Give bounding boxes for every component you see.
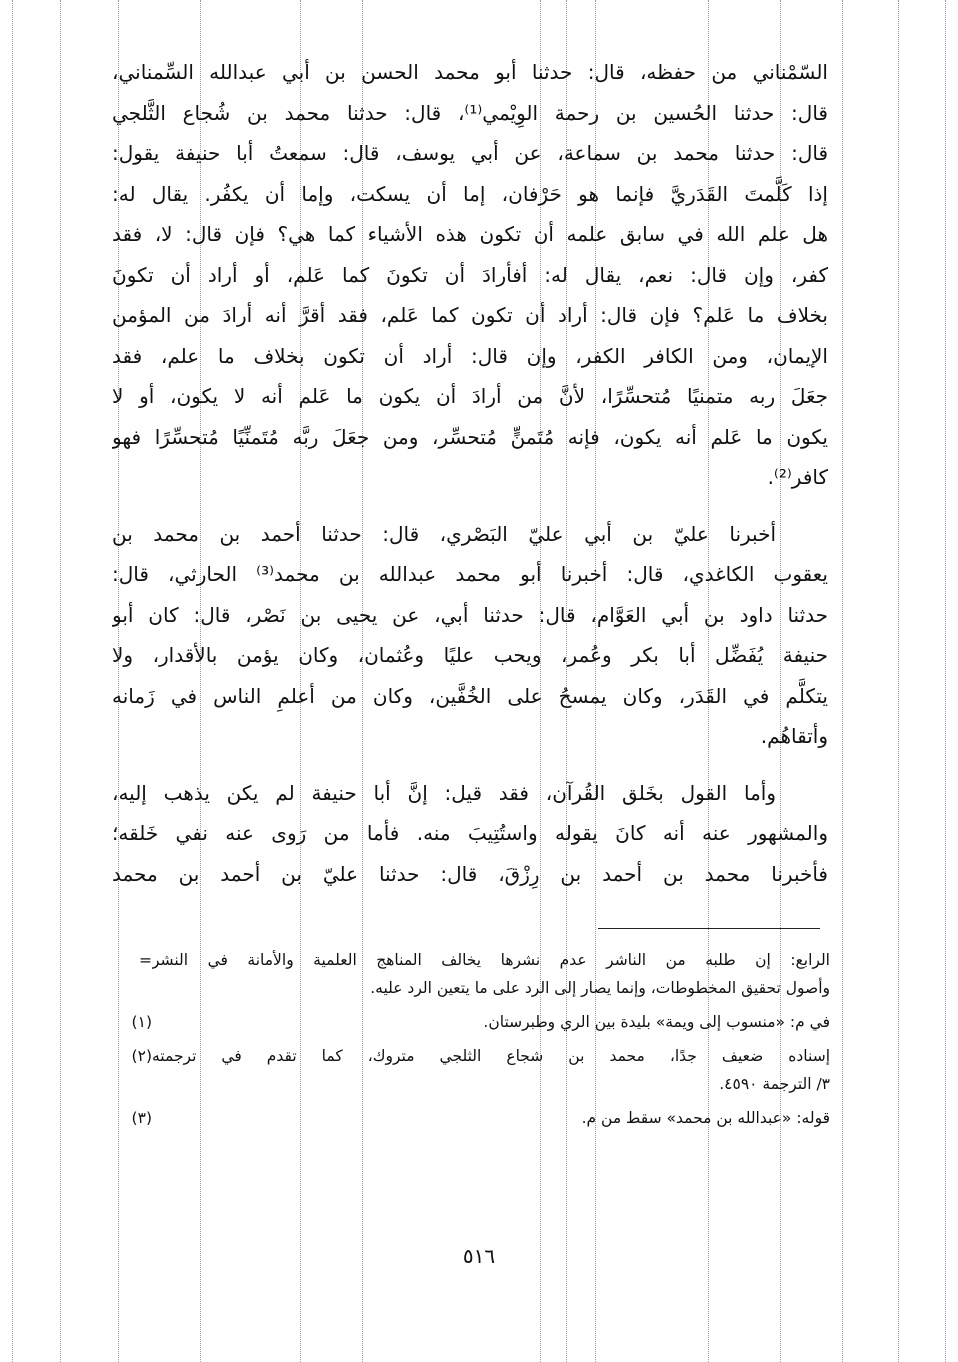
paragraph-spacer <box>112 757 828 773</box>
footnote-body <box>152 1042 830 1098</box>
footnote-number: (٢) <box>131 1047 152 1065</box>
footnote-line: إسناده ضعيف جدًا، محمد بن شجاع الثلجي متروك، كما تقدم في ترجمته <box>152 1047 830 1065</box>
footnote-line: الرابع: إن طلبه من الناشر عدم نشرها يخالف المناهج العلمية والأمانة في النشر <box>152 951 830 969</box>
footnote-2 <box>112 1042 830 1098</box>
text-line: قال: حدثنا الحُسين بن رحمة الوِيْمي⁽¹⁾، قال: حدثنا محمد بن شُجاع الثَّلجي <box>112 100 828 125</box>
footnote-continuation <box>112 946 830 1002</box>
scan-dotted-guide <box>842 0 843 1362</box>
text-line: حنيفة يُفَضِّل أبا بكر وعُمر، ويحب عليًا وعُثمان، وكان يؤمن بالأقدار، ولا <box>112 643 828 667</box>
scan-dotted-guide <box>945 0 946 1362</box>
paragraph-spacer <box>112 498 828 514</box>
scan-dotted-guide <box>60 0 61 1362</box>
page-number: ٥١٦ <box>462 1244 496 1268</box>
text-line: يتكلَّم في القَدَر، وكان يمسحُ على الخُفَّين، وكان من أعلمِ الناس في زَمانه <box>112 683 828 708</box>
text-line: أخبرنا عليّ بن أبي عليّ البَصْري، قال: حدثنا أحمد بن محمد بن <box>112 521 776 546</box>
text-line: حدثنا داود بن أبي العَوَّام، قال: حدثنا أبي، عن يحيى بن نَصْر، قال: كان أبو <box>112 602 828 627</box>
text-line: وأما القول بخَلق القُرآن، فقد قيل: إنَّ أبا حنيفة لم يكن يذهب إليه، <box>112 780 776 805</box>
text-line: السّمْناني من حفظه، قال: حدثنا أبو محمد الحسن بن أبي عبدالله السِّمناني، <box>112 60 828 84</box>
paragraph-3 <box>112 773 828 895</box>
footnote-body <box>152 1008 830 1036</box>
footnote-line: في م: «منسوب إلى ويمة» بليدة بين الري وطبرستان. <box>483 1013 830 1031</box>
footnote-line: قوله: «عبدالله بن محمد» سقط من م. <box>581 1109 830 1127</box>
text-line: إذا كَلَّمتَ القَدَريَّ فإنما هو حَرْفان، إما أن يسكت، وإما أن يكفُر. يقال له: <box>112 181 828 206</box>
footnote-line: ٣/ الترجمة ٤٥٩٠. <box>719 1075 830 1093</box>
footnote-number: (١) <box>131 1013 152 1031</box>
footnote-body <box>152 1104 830 1132</box>
text-line: فأخبرنا محمد بن أحمد بن رِزْقَ، قال: حدثنا عليّ بن أحمد بن محمد <box>112 861 828 886</box>
text-line: الإيمان، ومن الكافر الكفر، وإن قال: أراد أن تكون بخلاف ما علم، فقد <box>112 343 828 368</box>
footnote-3 <box>112 1104 830 1132</box>
scan-dotted-guide <box>12 0 13 1362</box>
footnote-body <box>152 946 830 1002</box>
text-line: كفر، وإن قال: نعم، يقال له: أفأرادَ أن تكونَ كما عَلم، أو أراد أن تكونَ <box>112 262 828 287</box>
footnote-line: وأصول تحقيق المخطوطات، وإنما يصار إلى الرد على ما يتعين الرد عليه. <box>370 979 830 997</box>
footnote-number: (٣) <box>131 1109 152 1127</box>
text-line: كافر⁽²⁾. <box>767 465 828 489</box>
paragraph-2 <box>112 514 828 757</box>
main-text <box>112 52 828 894</box>
paragraph-1 <box>112 52 828 498</box>
text-line: يعقوب الكاغدي، قال: أخبرنا أبو محمد عبدالله بن محمد⁽³⁾ الحارثي، قال: <box>112 562 828 586</box>
footnotes <box>112 946 830 1132</box>
text-line: قال: حدثنا محمد بن سماعة، عن أبي يوسف، قال: سمعتُ أبا حنيفة يقول: <box>112 141 828 165</box>
text-line: والمشهور عنه أنه كانَ يقوله واستُتِيبَ منه. فأما من رَوى عنه نفي خَلقه؛ <box>112 821 828 845</box>
scan-dotted-guide <box>898 0 899 1362</box>
text-line: وأتقاهُم. <box>760 724 828 748</box>
footnote-continuation-mark: = <box>139 951 152 969</box>
footnote-separator <box>598 928 820 929</box>
text-line: بخلاف ما عَلم؟ فإن قال: أراد أن تكون كما عَلم، فقد أقرَّ أنه أرادَ من المؤمن <box>112 303 828 327</box>
text-line: جعَلَ ربه متمنيًا مُتحسِّرًا، لأنَّ من أرادَ أن يكون ما عَلم أنه لا يكون، أو لا <box>112 384 828 408</box>
text-line: يكون ما عَلم أنه يكون، فإنه مُتَمنٍّ مُتحسِّر، ومن جعَلَ ربَّه مُتَمنِّيًا مُتحسِّرًا فهو <box>112 424 828 449</box>
text-line: هل علم الله في سابق علمه أن تكون هذه الأشياء كما هي؟ فإن قال: لا، فقد <box>112 222 828 246</box>
footnote-1 <box>112 1008 830 1036</box>
